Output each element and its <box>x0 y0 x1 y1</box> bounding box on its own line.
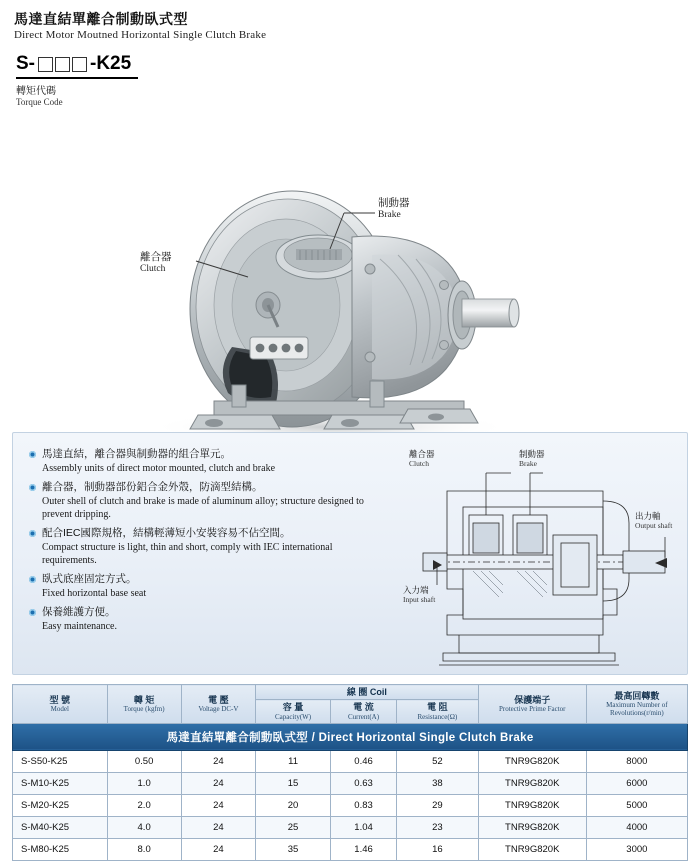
cell-torque: 1.0 <box>107 772 181 794</box>
drawing-label-brake <box>519 449 545 469</box>
torque-code-label-en: Torque Code <box>16 97 63 108</box>
callout-clutch-en: Clutch <box>140 264 166 275</box>
th-capacity-en: Capacity(W) <box>274 712 312 721</box>
callout-clutch <box>140 251 172 276</box>
model-code-prefix: S- <box>16 53 35 75</box>
drawing-label-clutch-cn: 離合器 <box>409 449 435 459</box>
feature-item <box>29 572 389 600</box>
drawing-label-clutch <box>409 449 435 469</box>
table-header-row-1 <box>13 685 688 700</box>
cell-protective: TNR9G820K <box>478 794 586 816</box>
page-header <box>0 0 700 41</box>
feature-en: Outer shell of clutch and brake is made of aluminum alloy; structure designed to prevent dripping. <box>42 495 364 520</box>
th-voltage-cn: 電 壓 <box>208 694 229 705</box>
drawing-label-brake-en: Brake <box>519 459 537 469</box>
feature-en: Easy maintenance. <box>42 620 117 632</box>
cell-voltage: 24 <box>181 816 255 838</box>
cross-section-drawing <box>403 439 687 671</box>
cell-torque: 2.0 <box>107 794 181 816</box>
cell-resistance: 38 <box>396 772 478 794</box>
th-voltage-en: Voltage DC-V <box>198 705 239 714</box>
cell-capacity: 35 <box>256 838 331 860</box>
table-body <box>13 750 688 860</box>
cell-model: S-M80-K25 <box>13 838 108 860</box>
th-capacity-cn: 容 量 <box>282 702 304 713</box>
th-current-en: Current(A) <box>347 712 380 721</box>
cell-voltage: 24 <box>181 750 255 772</box>
cell-max-rev: 4000 <box>586 816 687 838</box>
cell-model: S-M10-K25 <box>13 772 108 794</box>
feature-en: Compact structure is light, thin and short, comply with IEC international requirements. <box>42 541 333 566</box>
cell-torque: 4.0 <box>107 816 181 838</box>
th-coil <box>256 685 479 700</box>
feature-cn: 離合器，制動器部份鋁合金外殼，防滴型結構。 <box>29 480 389 495</box>
th-torque <box>107 685 181 724</box>
cell-model: S-M20-K25 <box>13 794 108 816</box>
feature-cn: 馬達直結，離合器與制動器的組合單元。 <box>29 447 389 462</box>
feature-cn: 臥式底座固定方式。 <box>29 572 389 587</box>
code-box <box>55 57 70 72</box>
drawing-label-input-shaft <box>403 585 435 605</box>
model-code <box>16 53 140 75</box>
drawing-label-input-cn: 入力端 <box>403 585 429 595</box>
callout-brake-en: Brake <box>378 210 401 221</box>
feature-item <box>29 605 389 633</box>
cell-max-rev: 6000 <box>586 772 687 794</box>
cell-model: S-M40-K25 <box>13 816 108 838</box>
drawing-label-input-en: Input shaft <box>403 595 436 605</box>
callout-brake <box>378 197 410 222</box>
th-max-rev-cn: 最高回轉數 <box>614 690 660 701</box>
product-photo-area <box>0 109 700 439</box>
th-resistance-cn: 電 阻 <box>427 702 448 713</box>
cell-resistance: 23 <box>396 816 478 838</box>
th-capacity <box>256 700 331 723</box>
cell-capacity: 11 <box>256 750 331 772</box>
th-model <box>13 685 108 724</box>
feature-item <box>29 526 389 567</box>
callout-brake-cn: 制動器 <box>378 197 410 210</box>
callout-clutch-cn: 離合器 <box>140 251 172 264</box>
th-max-rev <box>586 685 687 724</box>
feature-cn: 保養維護方便。 <box>29 605 389 620</box>
th-protective <box>478 685 586 724</box>
table-row <box>13 838 688 860</box>
spec-table-wrapper <box>12 684 688 861</box>
cell-resistance: 29 <box>396 794 478 816</box>
cell-max-rev: 5000 <box>586 794 687 816</box>
cell-torque: 0.50 <box>107 750 181 772</box>
table-row <box>13 816 688 838</box>
th-coil-cn: 線 圈 Coil <box>346 687 387 697</box>
th-protective-en: Protective Prime Factor <box>498 705 566 714</box>
cell-protective: TNR9G820K <box>478 816 586 838</box>
th-current <box>331 700 397 723</box>
page-title-en: Direct Motor Moutned Horizontal Single Clutch Brake <box>14 29 267 42</box>
cell-max-rev: 8000 <box>586 750 687 772</box>
th-model-cn: 型 號 <box>49 694 70 705</box>
cell-capacity: 25 <box>256 816 331 838</box>
feature-item <box>29 480 389 521</box>
info-panel <box>12 432 688 675</box>
drawing-label-output-cn: 出力軸 <box>635 511 661 521</box>
feature-list <box>29 447 389 638</box>
th-protective-cn: 保護端子 <box>514 694 551 705</box>
table-row <box>13 750 688 772</box>
drawing-label-output-shaft <box>635 511 672 531</box>
table-title-row <box>13 723 688 750</box>
table-row <box>13 794 688 816</box>
th-voltage <box>181 685 255 724</box>
torque-code-label-cn: 轉矩代碼 <box>16 86 56 98</box>
code-box <box>38 57 53 72</box>
cell-protective: TNR9G820K <box>478 750 586 772</box>
feature-en: Fixed horizontal base seat <box>42 587 147 599</box>
cell-resistance: 52 <box>396 750 478 772</box>
model-code-boxes <box>38 57 87 72</box>
code-box <box>72 57 87 72</box>
th-model-en: Model <box>50 705 69 714</box>
cell-max-rev: 3000 <box>586 838 687 860</box>
cell-voltage: 24 <box>181 838 255 860</box>
cell-current: 0.63 <box>331 772 397 794</box>
th-torque-en: Torque (kgfm) <box>123 705 165 714</box>
cell-voltage: 24 <box>181 794 255 816</box>
th-max-rev-en: Maximum Number of Revolutions(r/min) <box>606 700 668 718</box>
cell-current: 0.46 <box>331 750 397 772</box>
model-code-underline <box>16 77 138 79</box>
cell-capacity: 20 <box>256 794 331 816</box>
feature-en: Assembly units of direct motor mounted, clutch and brake <box>42 462 276 474</box>
th-torque-cn: 轉 矩 <box>133 694 155 705</box>
cell-current: 0.83 <box>331 794 397 816</box>
model-code-block <box>16 53 140 107</box>
drawing-label-output-en: Output shaft <box>635 521 673 531</box>
cell-capacity: 15 <box>256 772 331 794</box>
cell-resistance: 16 <box>396 838 478 860</box>
drawing-label-clutch-en: Clutch <box>409 459 429 469</box>
table-title: 馬達直結單離合制動臥式型 / Direct Horizontal Single Clutch Brake <box>13 723 688 750</box>
cell-current: 1.04 <box>331 816 397 838</box>
cell-current: 1.46 <box>331 838 397 860</box>
cell-voltage: 24 <box>181 772 255 794</box>
drawing-label-brake-cn: 制動器 <box>519 449 545 459</box>
page-title-cn: 馬達直結單離合制動臥式型 <box>14 11 188 27</box>
spec-table <box>12 684 688 861</box>
cell-model: S-S50-K25 <box>13 750 108 772</box>
cross-section-svg <box>403 439 687 671</box>
th-current-cn: 電 流 <box>353 702 374 713</box>
table-row <box>13 772 688 794</box>
cell-protective: TNR9G820K <box>478 838 586 860</box>
product-photo <box>0 109 700 439</box>
feature-cn: 配合IEC國際規格，結構輕薄短小安裝容易不佔空間。 <box>29 526 389 541</box>
th-resistance <box>396 700 478 723</box>
cell-protective: TNR9G820K <box>478 772 586 794</box>
th-resistance-en: Resistance(Ω) <box>417 712 458 721</box>
cell-torque: 8.0 <box>107 838 181 860</box>
model-code-suffix: -K25 <box>90 53 132 75</box>
feature-item <box>29 447 389 475</box>
